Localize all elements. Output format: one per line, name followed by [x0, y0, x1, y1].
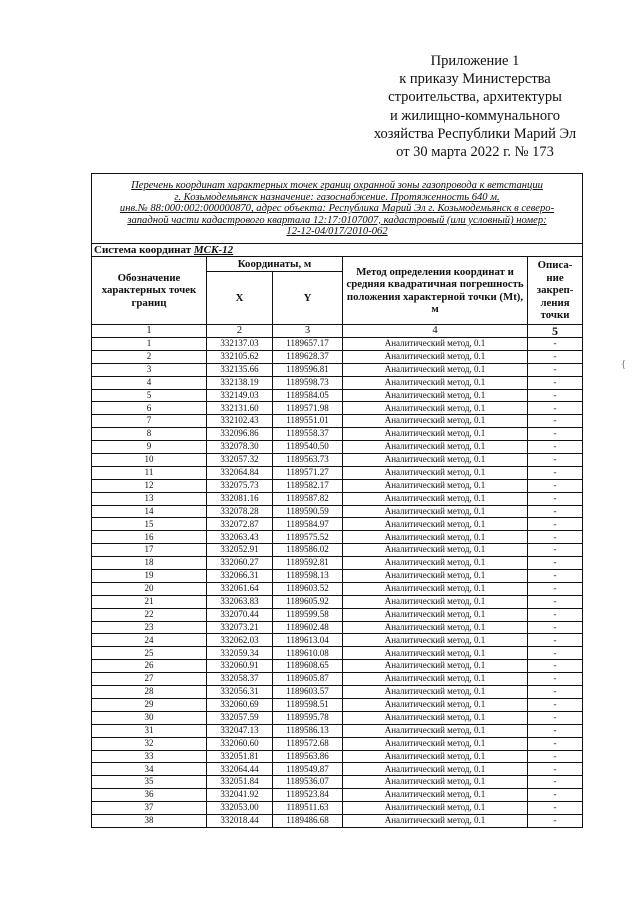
- table-row: [92, 428, 583, 441]
- method-cell: Аналитический метод, 0.1: [343, 686, 528, 699]
- coord-x: 332052.91: [207, 544, 273, 557]
- coord-y: 1189572.68: [273, 737, 343, 750]
- coord-x: 332135.66: [207, 363, 273, 376]
- caption-line: западной части кадастрового квартала 12:17:0107007, кадастровый (или условный) номер:: [127, 214, 547, 226]
- coord-y: 1189603.52: [273, 582, 343, 595]
- method-cell: Аналитический метод, 0.1: [343, 763, 528, 776]
- point-id: 2: [92, 350, 207, 363]
- caption-line: Перечень координат характерных точек границ охранной зоны газопровода к ветстанции: [131, 180, 543, 192]
- table-row: [92, 466, 583, 479]
- desc-cell: -: [528, 338, 583, 351]
- table-row: [92, 441, 583, 454]
- desc-cell: -: [528, 814, 583, 827]
- coord-y: 1189596.81: [273, 363, 343, 376]
- coord-y: 1189587.82: [273, 492, 343, 505]
- coord-y: 1189563.86: [273, 750, 343, 763]
- coord-y: 1189610.08: [273, 647, 343, 660]
- coord-y: 1189592.81: [273, 557, 343, 570]
- point-id: 21: [92, 595, 207, 608]
- point-id: 19: [92, 570, 207, 583]
- appendix-line: хозяйства Республики Марий Эл: [373, 125, 577, 142]
- coord-x: 332070.44: [207, 608, 273, 621]
- desc-cell: -: [528, 789, 583, 802]
- header-y: Y: [273, 272, 343, 325]
- coord-x: 332061.64: [207, 582, 273, 595]
- coord-y: 1189486.68: [273, 814, 343, 827]
- table-row: [92, 376, 583, 389]
- header-x: X: [207, 272, 273, 325]
- table-row: [92, 544, 583, 557]
- system-value: МСК-12: [193, 244, 234, 256]
- desc-cell: -: [528, 454, 583, 467]
- method-cell: Аналитический метод, 0.1: [343, 441, 528, 454]
- coord-x: 332060.27: [207, 557, 273, 570]
- coord-x: 332149.03: [207, 389, 273, 402]
- method-cell: Аналитический метод, 0.1: [343, 544, 528, 557]
- method-cell: Аналитический метод, 0.1: [343, 776, 528, 789]
- coord-x: 332064.84: [207, 466, 273, 479]
- table-row: [92, 776, 583, 789]
- coord-x: 332102.43: [207, 415, 273, 428]
- coord-x: 332060.91: [207, 660, 273, 673]
- table-row: [92, 814, 583, 827]
- desc-cell: -: [528, 557, 583, 570]
- point-id: 6: [92, 402, 207, 415]
- desc-cell: -: [528, 518, 583, 531]
- point-id: 17: [92, 544, 207, 557]
- point-id: 30: [92, 711, 207, 724]
- point-id: 27: [92, 673, 207, 686]
- desc-cell: -: [528, 698, 583, 711]
- method-cell: Аналитический метод, 0.1: [343, 737, 528, 750]
- coord-x: 332047.13: [207, 724, 273, 737]
- desc-cell: -: [528, 441, 583, 454]
- caption-line: инв.№ 88:000:002:000000870, адрес объекта: Республика Марий Эл г. Козьмодемьянск в северо-: [119, 203, 555, 215]
- point-id: 34: [92, 763, 207, 776]
- point-id: 12: [92, 479, 207, 492]
- column-number: 1: [92, 325, 207, 338]
- method-cell: Аналитический метод, 0.1: [343, 454, 528, 467]
- table-row: [92, 750, 583, 763]
- coord-x: 332064.44: [207, 763, 273, 776]
- method-cell: Аналитический метод, 0.1: [343, 724, 528, 737]
- point-id: 1: [92, 338, 207, 351]
- coord-y: 1189586.13: [273, 724, 343, 737]
- point-id: 7: [92, 415, 207, 428]
- table-row: [92, 570, 583, 583]
- method-cell: Аналитический метод, 0.1: [343, 660, 528, 673]
- coord-x: 332018.44: [207, 814, 273, 827]
- coord-x: 332105.62: [207, 350, 273, 363]
- caption-line: г. Козьмодемьянск назначение: газоснабжение. Протяженность 640 м.: [174, 191, 500, 203]
- method-cell: Аналитический метод, 0.1: [343, 505, 528, 518]
- coord-x: 332062.03: [207, 634, 273, 647]
- point-id: 15: [92, 518, 207, 531]
- point-id: 24: [92, 634, 207, 647]
- point-id: 35: [92, 776, 207, 789]
- coord-y: 1189605.87: [273, 673, 343, 686]
- table-row: [92, 402, 583, 415]
- desc-cell: -: [528, 582, 583, 595]
- coord-y: 1189608.65: [273, 660, 343, 673]
- desc-cell: -: [528, 363, 583, 376]
- table-row: [92, 802, 583, 815]
- table-row: [92, 415, 583, 428]
- method-cell: Аналитический метод, 0.1: [343, 698, 528, 711]
- desc-cell: -: [528, 415, 583, 428]
- desc-cell: -: [528, 660, 583, 673]
- column-number: 4: [343, 325, 528, 338]
- coord-x: 332096.86: [207, 428, 273, 441]
- header-point: Обозначение характерных точек границ: [92, 257, 207, 325]
- table-row: [92, 763, 583, 776]
- coord-x: 332073.21: [207, 621, 273, 634]
- coord-y: 1189571.98: [273, 402, 343, 415]
- table-row: [92, 634, 583, 647]
- appendix-header: [340, 52, 610, 161]
- table-row: [92, 479, 583, 492]
- desc-cell: -: [528, 428, 583, 441]
- coord-x: 332051.84: [207, 776, 273, 789]
- desc-cell: -: [528, 634, 583, 647]
- coord-y: 1189613.04: [273, 634, 343, 647]
- coordinate-system: [92, 244, 583, 257]
- coord-y: 1189603.57: [273, 686, 343, 699]
- table-row: [92, 582, 583, 595]
- coord-x: 332078.28: [207, 505, 273, 518]
- coord-y: 1189536.07: [273, 776, 343, 789]
- method-cell: Аналитический метод, 0.1: [343, 634, 528, 647]
- table-row: [92, 711, 583, 724]
- method-cell: Аналитический метод, 0.1: [343, 338, 528, 351]
- coord-y: 1189598.51: [273, 698, 343, 711]
- table-row: [92, 492, 583, 505]
- coord-y: 1189598.13: [273, 570, 343, 583]
- header-desc: Описа- ние закреп- ления точки: [528, 257, 583, 325]
- coord-y: 1189599.58: [273, 608, 343, 621]
- desc-cell: -: [528, 595, 583, 608]
- point-id: 9: [92, 441, 207, 454]
- coord-y: 1189628.37: [273, 350, 343, 363]
- desc-cell: -: [528, 479, 583, 492]
- header-coords: Координаты, м: [207, 257, 343, 272]
- method-cell: Аналитический метод, 0.1: [343, 711, 528, 724]
- coord-x: 332063.43: [207, 531, 273, 544]
- desc-cell: -: [528, 724, 583, 737]
- appendix-line: и жилищно-коммунального: [389, 107, 561, 124]
- method-cell: Аналитический метод, 0.1: [343, 363, 528, 376]
- coord-x: 332057.32: [207, 454, 273, 467]
- desc-cell: -: [528, 647, 583, 660]
- point-id: 20: [92, 582, 207, 595]
- coord-y: 1189590.59: [273, 505, 343, 518]
- system-row: [92, 244, 583, 257]
- point-id: 3: [92, 363, 207, 376]
- desc-cell: -: [528, 737, 583, 750]
- point-id: 11: [92, 466, 207, 479]
- table-row: [92, 789, 583, 802]
- coord-y: 1189511.63: [273, 802, 343, 815]
- coord-y: 1189582.17: [273, 479, 343, 492]
- desc-cell: -: [528, 350, 583, 363]
- desc-cell: -: [528, 711, 583, 724]
- method-cell: Аналитический метод, 0.1: [343, 518, 528, 531]
- coord-x: 332060.60: [207, 737, 273, 750]
- desc-cell: -: [528, 570, 583, 583]
- appendix-line: от 30 марта 2022 г. № 173: [396, 144, 554, 161]
- coord-x: 332131.60: [207, 402, 273, 415]
- desc-cell: -: [528, 389, 583, 402]
- method-cell: Аналитический метод, 0.1: [343, 415, 528, 428]
- table-row: [92, 595, 583, 608]
- table-row: [92, 363, 583, 376]
- column-number: 5: [528, 325, 583, 338]
- desc-cell: -: [528, 802, 583, 815]
- coord-x: 332053.00: [207, 802, 273, 815]
- table-row: [92, 673, 583, 686]
- point-id: 8: [92, 428, 207, 441]
- desc-cell: -: [528, 544, 583, 557]
- header-row: [92, 257, 583, 272]
- table-row: [92, 454, 583, 467]
- point-id: 29: [92, 698, 207, 711]
- method-cell: Аналитический метод, 0.1: [343, 750, 528, 763]
- coord-x: 332056.31: [207, 686, 273, 699]
- method-cell: Аналитический метод, 0.1: [343, 789, 528, 802]
- coord-y: 1189549.87: [273, 763, 343, 776]
- coord-y: 1189575.52: [273, 531, 343, 544]
- table-caption: [92, 174, 583, 244]
- table-row: [92, 647, 583, 660]
- appendix-line: строительства, архитектуры: [388, 89, 562, 106]
- point-id: 18: [92, 557, 207, 570]
- table-row: [92, 621, 583, 634]
- coord-x: 332081.16: [207, 492, 273, 505]
- method-cell: Аналитический метод, 0.1: [343, 673, 528, 686]
- coord-y: 1189540.50: [273, 441, 343, 454]
- method-cell: Аналитический метод, 0.1: [343, 350, 528, 363]
- column-number: 2: [207, 325, 273, 338]
- point-id: 25: [92, 647, 207, 660]
- method-cell: Аналитический метод, 0.1: [343, 595, 528, 608]
- point-id: 5: [92, 389, 207, 402]
- point-id: 37: [92, 802, 207, 815]
- coord-y: 1189595.78: [273, 711, 343, 724]
- desc-cell: -: [528, 466, 583, 479]
- table-row: [92, 518, 583, 531]
- coord-y: 1189558.37: [273, 428, 343, 441]
- coord-x: 332075.73: [207, 479, 273, 492]
- method-cell: Аналитический метод, 0.1: [343, 402, 528, 415]
- method-cell: Аналитический метод, 0.1: [343, 621, 528, 634]
- point-id: 14: [92, 505, 207, 518]
- method-cell: Аналитический метод, 0.1: [343, 376, 528, 389]
- point-id: 33: [92, 750, 207, 763]
- desc-cell: -: [528, 492, 583, 505]
- coord-x: 332057.59: [207, 711, 273, 724]
- coord-y: 1189584.97: [273, 518, 343, 531]
- coord-x: 332041.92: [207, 789, 273, 802]
- coord-x: 332051.81: [207, 750, 273, 763]
- desc-cell: -: [528, 531, 583, 544]
- point-id: 31: [92, 724, 207, 737]
- point-id: 26: [92, 660, 207, 673]
- coord-x: 332078.30: [207, 441, 273, 454]
- coord-y: 1189586.02: [273, 544, 343, 557]
- point-id: 38: [92, 814, 207, 827]
- desc-cell: -: [528, 686, 583, 699]
- coord-x: 332059.34: [207, 647, 273, 660]
- table-row: [92, 557, 583, 570]
- coord-x: 332138.19: [207, 376, 273, 389]
- point-id: 4: [92, 376, 207, 389]
- method-cell: Аналитический метод, 0.1: [343, 531, 528, 544]
- method-cell: Аналитический метод, 0.1: [343, 582, 528, 595]
- appendix-line: Приложение 1: [430, 53, 520, 69]
- point-id: 10: [92, 454, 207, 467]
- method-cell: Аналитический метод, 0.1: [343, 814, 528, 827]
- appendix-line: к приказу Министерства: [399, 71, 551, 88]
- table-row: [92, 698, 583, 711]
- coord-x: 332137.03: [207, 338, 273, 351]
- point-id: 36: [92, 789, 207, 802]
- table-row: [92, 338, 583, 351]
- coord-y: 1189657.17: [273, 338, 343, 351]
- coord-y: 1189605.92: [273, 595, 343, 608]
- desc-cell: -: [528, 673, 583, 686]
- coordinates-table: [91, 173, 583, 828]
- column-number-row: [92, 325, 583, 338]
- desc-cell: -: [528, 763, 583, 776]
- caption-line: 12-12-04/017/2010-062: [286, 226, 388, 238]
- header-method: Метод определения координат и средняя квадратичная погрешность положения характерной точки (Mt), м: [343, 257, 528, 325]
- coord-y: 1189584.05: [273, 389, 343, 402]
- point-id: 22: [92, 608, 207, 621]
- table-row: [92, 350, 583, 363]
- desc-cell: -: [528, 402, 583, 415]
- system-label: Система координат: [94, 244, 192, 256]
- table-row: [92, 389, 583, 402]
- desc-cell: -: [528, 621, 583, 634]
- desc-cell: -: [528, 376, 583, 389]
- coord-y: 1189602.48: [273, 621, 343, 634]
- method-cell: Аналитический метод, 0.1: [343, 428, 528, 441]
- table-row: [92, 660, 583, 673]
- point-id: 23: [92, 621, 207, 634]
- method-cell: Аналитический метод, 0.1: [343, 608, 528, 621]
- point-id: 28: [92, 686, 207, 699]
- coord-x: 332063.83: [207, 595, 273, 608]
- coord-y: 1189571.27: [273, 466, 343, 479]
- method-cell: Аналитический метод, 0.1: [343, 492, 528, 505]
- caption-row: [92, 174, 583, 244]
- table-row: [92, 608, 583, 621]
- table-row: [92, 686, 583, 699]
- method-cell: Аналитический метод, 0.1: [343, 570, 528, 583]
- method-cell: Аналитический метод, 0.1: [343, 802, 528, 815]
- point-id: 32: [92, 737, 207, 750]
- table-row: [92, 724, 583, 737]
- desc-cell: -: [528, 776, 583, 789]
- coord-y: 1189598.73: [273, 376, 343, 389]
- method-cell: Аналитический метод, 0.1: [343, 557, 528, 570]
- method-cell: Аналитический метод, 0.1: [343, 466, 528, 479]
- margin-mark: {: [621, 358, 627, 370]
- coord-y: 1189551.01: [273, 415, 343, 428]
- method-cell: Аналитический метод, 0.1: [343, 647, 528, 660]
- point-id: 13: [92, 492, 207, 505]
- coord-x: 332060.69: [207, 698, 273, 711]
- desc-cell: -: [528, 505, 583, 518]
- coord-x: 332072.87: [207, 518, 273, 531]
- coord-y: 1189523.84: [273, 789, 343, 802]
- method-cell: Аналитический метод, 0.1: [343, 479, 528, 492]
- desc-cell: -: [528, 608, 583, 621]
- desc-cell: -: [528, 750, 583, 763]
- point-id: 16: [92, 531, 207, 544]
- table-row: [92, 505, 583, 518]
- table-row: [92, 737, 583, 750]
- coord-y: 1189563.73: [273, 454, 343, 467]
- coord-x: 332058.37: [207, 673, 273, 686]
- coord-x: 332066.31: [207, 570, 273, 583]
- table-row: [92, 531, 583, 544]
- column-number: 3: [273, 325, 343, 338]
- method-cell: Аналитический метод, 0.1: [343, 389, 528, 402]
